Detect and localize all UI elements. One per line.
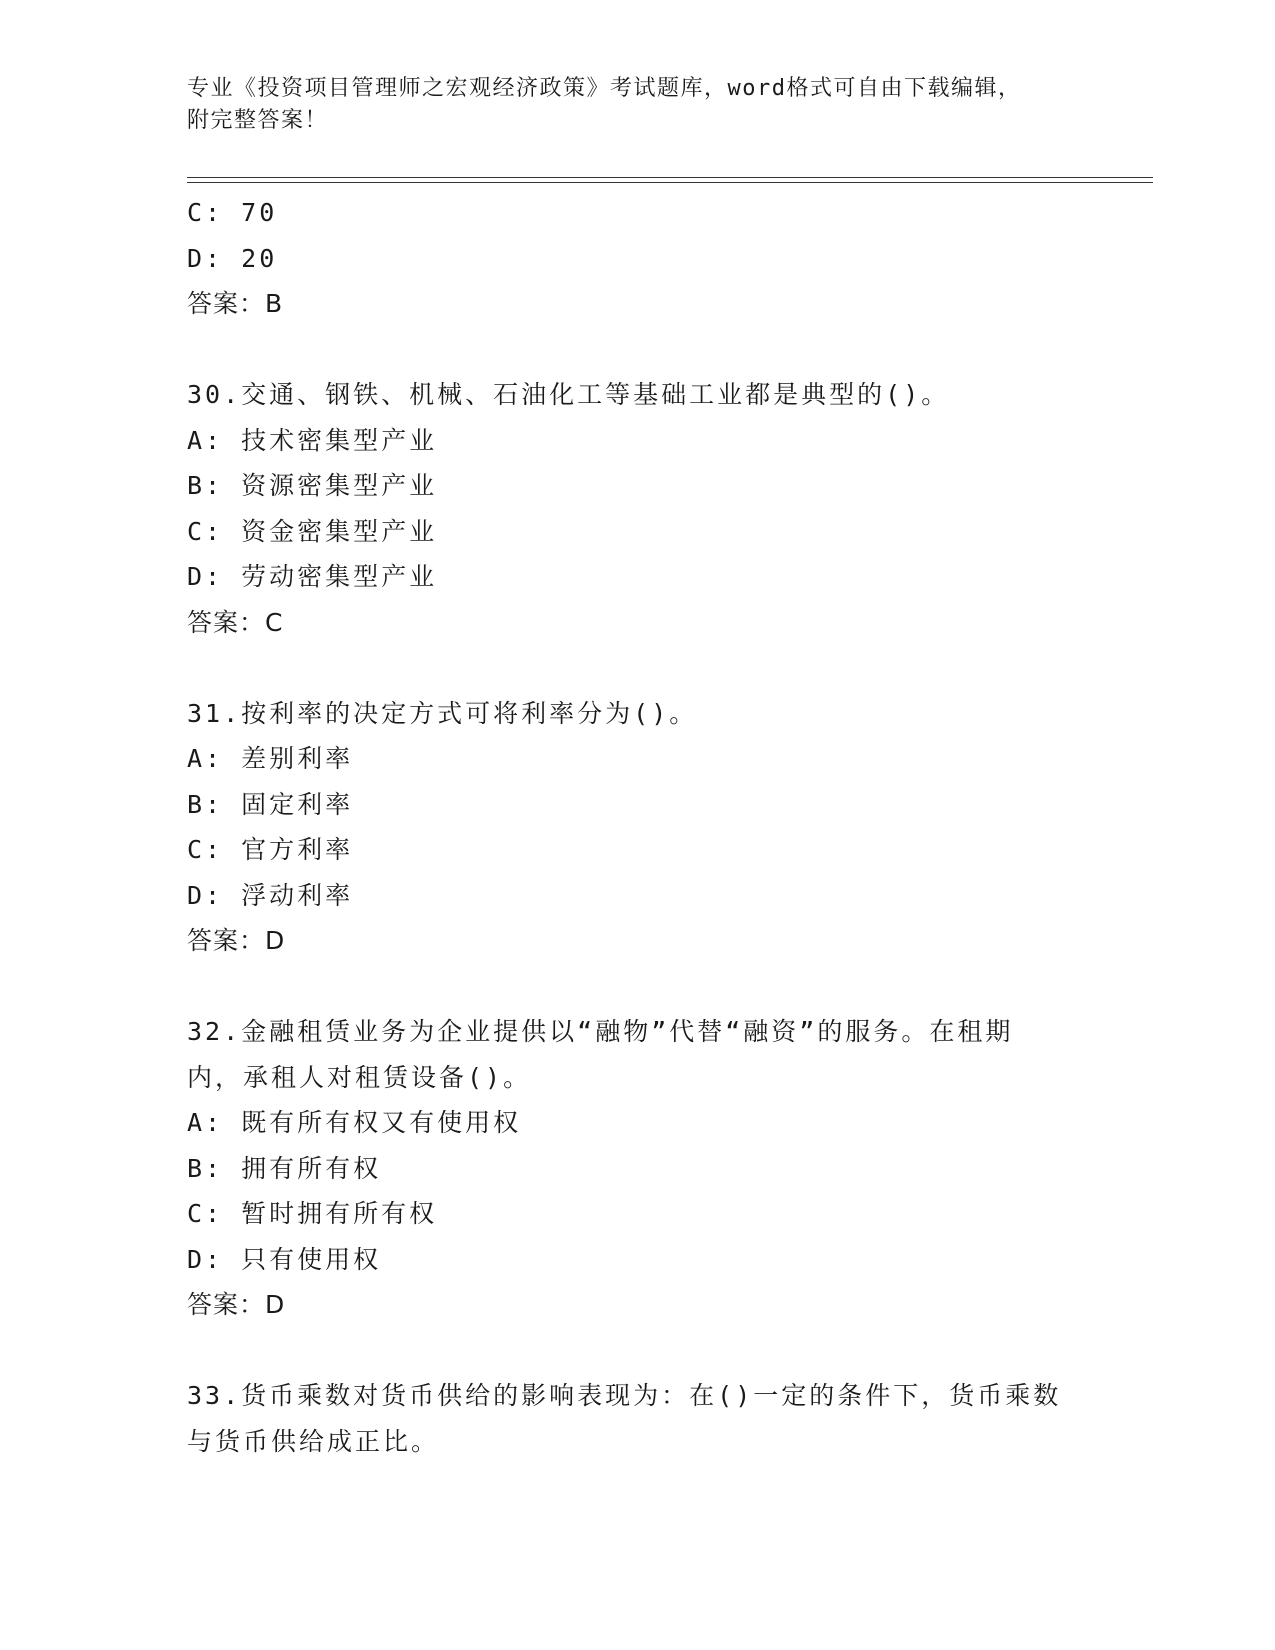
option-b: B: 资源密集型产业 — [187, 471, 438, 500]
question-text-line-2: 与货币供给成正比。 — [187, 1426, 440, 1456]
answer: 答案：C — [187, 607, 284, 637]
answer: 答案：B — [187, 289, 284, 318]
option-d: D: 浮动利率 — [187, 880, 354, 910]
question-33 — [187, 1373, 1087, 1464]
option-d: D: 劳动密集型产业 — [187, 562, 438, 591]
question-32 — [187, 1009, 1087, 1328]
question-text: 31.按利率的决定方式可将利率分为()。 — [187, 698, 698, 728]
answer: 答案：D — [187, 926, 286, 955]
option-d: D: 20 — [187, 243, 278, 273]
option-c: C: 70 — [187, 198, 278, 227]
document-header — [187, 73, 1087, 137]
header-line-2: 附完整答案！ — [187, 108, 329, 133]
option-a: A: 既有所有权又有使用权 — [187, 1108, 522, 1137]
option-c: C: 暂时拥有所有权 — [187, 1199, 438, 1228]
question-30 — [187, 372, 1087, 645]
header-divider-top — [187, 177, 1153, 178]
option-b: B: 拥有所有权 — [187, 1153, 382, 1183]
option-c: C: 官方利率 — [187, 835, 354, 864]
option-a: A: 差别利率 — [187, 744, 354, 773]
question-text-line-1: 33.货币乘数对货币供给的影响表现为：在()一定的条件下，货币乘数 — [187, 1381, 1062, 1410]
option-b: B: 固定利率 — [187, 789, 354, 819]
question-29 — [187, 190, 1087, 327]
question-text-line-2: 内，承租人对租赁设备()。 — [187, 1062, 532, 1092]
option-d: D: 只有使用权 — [187, 1244, 382, 1274]
option-c: C: 资金密集型产业 — [187, 516, 438, 546]
option-a: A: 技术密集型产业 — [187, 425, 438, 455]
header-divider-bottom — [187, 182, 1153, 183]
answer: 答案：D — [187, 1290, 286, 1319]
question-list — [187, 190, 1087, 1464]
header-line-1: 专业《投资项目管理师之宏观经济政策》考试题库，word格式可自由下载编辑， — [187, 76, 1022, 101]
question-text-line-1: 32.金融租赁业务为企业提供以“融物”代替“融资”的服务。在租期 — [187, 1017, 1014, 1046]
question-text: 30.交通、钢铁、机械、石油化工等基础工业都是典型的()。 — [187, 380, 950, 409]
question-31 — [187, 691, 1087, 964]
